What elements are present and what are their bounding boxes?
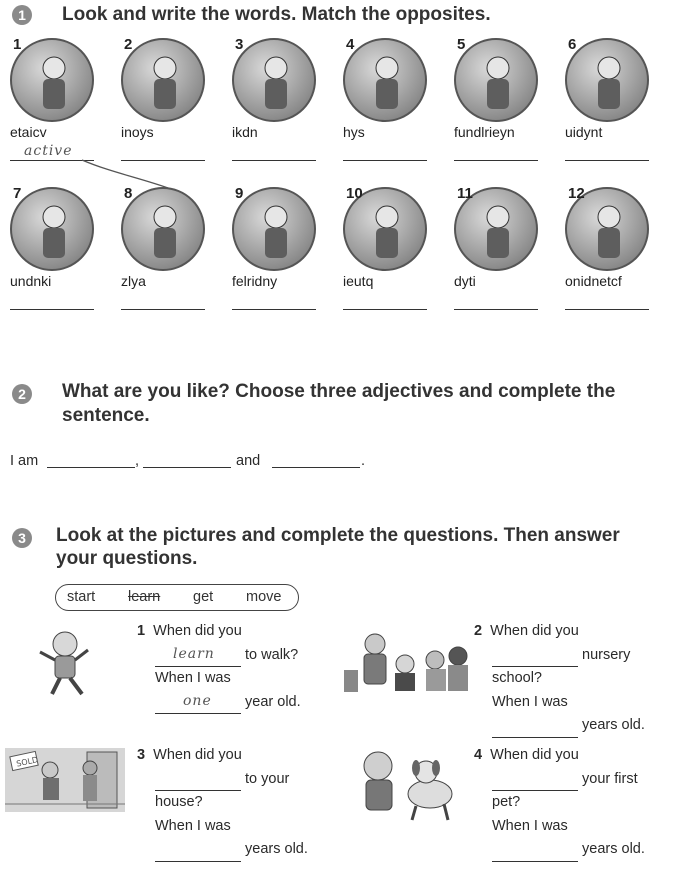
exercise-2-title-line2: sentence. xyxy=(62,405,150,426)
question-1-answer-2: one xyxy=(183,692,212,709)
picture-number: 9 xyxy=(235,185,244,202)
question-2-blank-1[interactable] xyxy=(492,649,578,667)
comma: , xyxy=(135,453,140,469)
picture-number: 5 xyxy=(457,36,466,53)
question-1-line3: When I was xyxy=(155,670,231,686)
picture-number: 10 xyxy=(346,185,363,202)
moving-house-picture xyxy=(5,748,125,812)
baby-walking-picture xyxy=(30,628,100,700)
exercise-2-number: 2 xyxy=(12,384,32,404)
word-box-item: get xyxy=(193,589,214,605)
scrambled-word: onidnetcf xyxy=(565,273,622,289)
and-text: and xyxy=(236,453,261,469)
question-4-line5-end: years old. xyxy=(582,841,645,857)
question-4-number: 4 xyxy=(474,747,483,763)
picture-number: 3 xyxy=(235,36,244,53)
picture-number: 7 xyxy=(13,185,22,202)
question-2-line4: When I was xyxy=(492,693,568,710)
question-3-line4: When I was xyxy=(155,817,231,834)
scrambled-word: etaicv xyxy=(10,124,47,140)
adjective-blank-1[interactable] xyxy=(47,467,135,468)
picture-number: 6 xyxy=(568,36,577,53)
picture-number: 1 xyxy=(13,36,22,53)
word-box-item: move xyxy=(246,589,282,605)
question-3-line1: When did you xyxy=(153,747,242,763)
scrambled-word: ikdn xyxy=(232,124,258,140)
word-box-item-crossed: learn xyxy=(128,589,161,605)
adjective-blank-2[interactable] xyxy=(143,467,231,468)
question-4-blank-1[interactable] xyxy=(492,773,578,791)
exercise-1-title: Look and write the words. Match the opposites. xyxy=(62,4,491,25)
question-2 xyxy=(474,620,645,738)
scrambled-word: undnki xyxy=(10,273,52,289)
exercise-1-number: 1 xyxy=(12,5,32,25)
exercise-2-title-line1: What are you like? Choose three adjectives and complete the xyxy=(62,381,616,402)
question-2-line2-end: nursery xyxy=(582,646,631,663)
question-3 xyxy=(137,744,308,862)
question-4-line1: When did you xyxy=(490,747,579,763)
scrambled-word: hys xyxy=(343,124,365,140)
question-3-blank-2[interactable] xyxy=(155,844,241,862)
question-3-blank-1[interactable] xyxy=(155,773,241,791)
adjective-blank-3[interactable] xyxy=(272,467,360,468)
scrambled-word: uidynt xyxy=(565,124,603,140)
question-1-line2-end: to walk? xyxy=(245,646,299,663)
picture-number: 8 xyxy=(124,185,133,202)
question-4 xyxy=(474,744,645,862)
scrambled-word: felridny xyxy=(232,273,278,289)
sold-sign-text: SOLD xyxy=(15,755,39,769)
exercise-3-number: 3 xyxy=(12,528,32,548)
word-box xyxy=(55,584,299,611)
scrambled-word: fundlrieyn xyxy=(454,124,515,140)
question-2-line1: When did you xyxy=(490,623,579,639)
question-2-line3: school? xyxy=(492,670,542,686)
picture-number: 4 xyxy=(346,36,355,53)
sentence-prefix: I am xyxy=(10,453,39,469)
question-4-blank-2[interactable] xyxy=(492,844,578,862)
question-2-number: 2 xyxy=(474,623,483,639)
picture-number: 2 xyxy=(124,36,133,53)
question-1-blank-2[interactable] xyxy=(155,692,241,714)
scrambled-word: dyti xyxy=(454,273,476,289)
question-1-number: 1 xyxy=(137,623,146,639)
question-1-line1: When did you xyxy=(153,623,242,639)
question-1-line4-end: year old. xyxy=(245,693,301,710)
question-3-line3: house? xyxy=(155,794,203,810)
period: . xyxy=(361,453,366,469)
question-2-blank-2[interactable] xyxy=(492,720,578,738)
question-2-line5-end: years old. xyxy=(582,717,645,733)
scrambled-word: ieutq xyxy=(343,273,374,289)
picture-number: 11 xyxy=(457,185,473,202)
scrambled-word: inoys xyxy=(121,124,154,140)
boy-with-dog-picture xyxy=(350,748,460,824)
nursery-school-picture xyxy=(340,630,470,692)
question-4-line4: When I was xyxy=(492,817,568,834)
handwritten-answer: active xyxy=(24,143,73,159)
exercise-3-title-line1: Look at the pictures and complete the questions. Then answer xyxy=(56,525,620,546)
question-3-line5-end: years old. xyxy=(245,841,308,857)
word-box-item: start xyxy=(67,589,96,605)
scrambled-word: zlya xyxy=(121,273,146,289)
question-3-number: 3 xyxy=(137,747,146,763)
question-1-answer-1: learn xyxy=(173,645,215,662)
question-3-line2-end: to your xyxy=(245,770,290,787)
exercise-3-title-line2: your questions. xyxy=(56,548,198,569)
question-4-line3: pet? xyxy=(492,794,521,810)
question-1-blank-1[interactable] xyxy=(155,645,241,667)
question-1 xyxy=(137,620,301,714)
picture-number: 12 xyxy=(568,185,585,202)
question-4-line2-end: your first xyxy=(582,770,638,787)
